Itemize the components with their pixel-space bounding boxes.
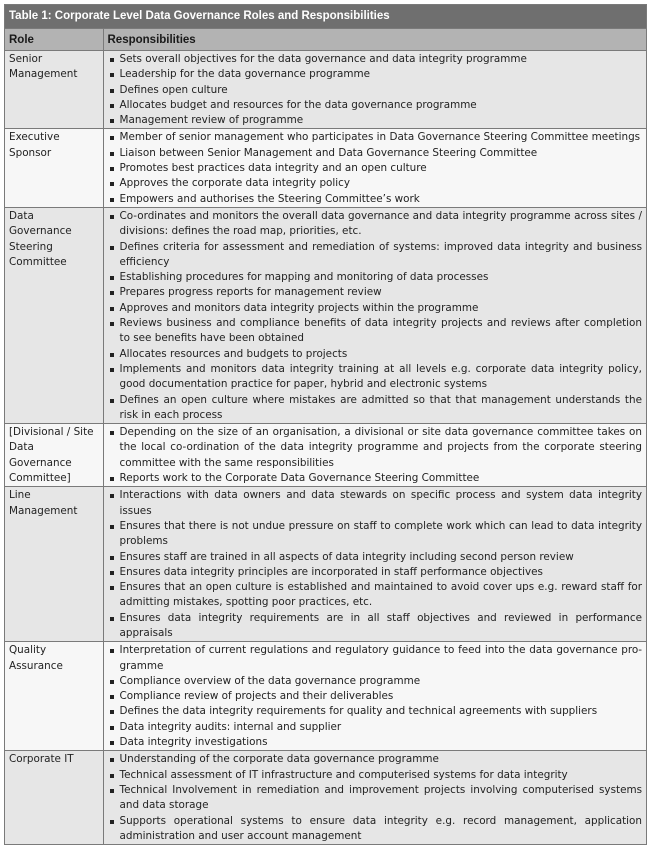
responsibility-item: Implements and monitors data integrity training at all levels e.g. corporate data integrity policy, good documentation practice for paper, hybrid and electronic systems	[108, 362, 643, 393]
responsibility-list	[108, 52, 643, 128]
responsibility-list	[108, 488, 643, 641]
responsibility-item: Establishing procedures for mapping and monitoring of data processes	[108, 270, 643, 285]
responsibility-item: Leadership for the data governance programme	[108, 67, 643, 82]
role-cell: Quality Assurance	[5, 642, 103, 751]
responsibility-list	[108, 130, 643, 206]
responsibility-item: Liaison between Senior Management and Data Governance Steering Committee	[108, 146, 643, 161]
responsibility-item: Compliance review of projects and their deliverables	[108, 689, 643, 704]
table-row	[5, 129, 646, 207]
table-caption: Table 1: Corporate Level Data Governance Roles and Responsibilities	[5, 5, 646, 29]
responsibility-list	[108, 643, 643, 750]
responsibility-item: Allocates budget and resources for the data governance programme	[108, 98, 643, 113]
responsibility-item: Reports work to the Corporate Data Governance Steering Committee	[108, 471, 643, 486]
responsibility-item: Depending on the size of an organisation, a divisional or site data governance committee takes on the local co-ordination of the data integrity programme and projects from the corporate steering committee with the same responsibilities	[108, 425, 643, 471]
responsibility-item: Ensures that there is not undue pressure on staff to complete work which can lead to data integrity problems	[108, 519, 643, 550]
responsibility-item: Sets overall objectives for the data governance and data integrity programme	[108, 52, 643, 67]
responsibility-item: Ensures data integrity requirements are in all staff objectives and reviewed in performance appraisals	[108, 611, 643, 642]
responsibility-item: Technical assessment of IT infrastructure and computerised systems for data integrity	[108, 768, 643, 783]
responsibility-item: Empowers and authorises the Steering Committee’s work	[108, 192, 643, 207]
responsibility-item: Compliance overview of the data governance programme	[108, 674, 643, 689]
responsibilities-cell	[103, 207, 646, 423]
responsibility-item: Supports operational systems to ensure data integrity e.g. record management, application administration and user account management	[108, 814, 643, 845]
table-row	[5, 487, 646, 642]
responsibility-item: Management review of programme	[108, 113, 643, 128]
responsibility-item: Data integrity investigations	[108, 735, 643, 750]
header-row	[5, 29, 646, 51]
responsibilities-cell	[103, 751, 646, 844]
responsibility-item: Defines an open culture where mistakes are admitted so that that management understands the risk in each process	[108, 393, 643, 424]
responsibility-list	[108, 425, 643, 486]
role-cell: Senior Management	[5, 51, 103, 129]
table-row	[5, 424, 646, 487]
role-cell: Corporate IT	[5, 751, 103, 844]
table-row	[5, 642, 646, 751]
role-cell: [Divisional / Site Data Governance Committee]	[5, 424, 103, 487]
responsibility-item: Prepares progress reports for management review	[108, 285, 643, 300]
responsibility-item: Interactions with data owners and data stewards on specific process and system data integrity issues	[108, 488, 643, 519]
responsibility-item: Ensures staff are trained in all aspects of data integrity including second person review	[108, 550, 643, 565]
responsibility-item: Defines open culture	[108, 83, 643, 98]
responsibility-item: Approves and monitors data integrity projects within the programme	[108, 301, 643, 316]
responsibility-item: Approves the corporate data integrity policy	[108, 176, 643, 191]
responsibility-item: Ensures that an open culture is established and maintained to avoid cover ups e.g. reward staff for admitting mistakes, spotting poor practices, etc.	[108, 580, 643, 611]
table-row	[5, 751, 646, 844]
role-cell: Executive Sponsor	[5, 129, 103, 207]
roles-table	[4, 4, 647, 845]
responsibility-item: Defines criteria for assessment and remediation of systems: improved data integrity and business efficiency	[108, 240, 643, 271]
responsibility-item: Interpretation of current regulations and regulatory guidance to feed into the data governance programme	[108, 643, 643, 674]
table-row	[5, 207, 646, 423]
responsibility-item: Reviews business and compliance benefits of data integrity projects and reviews after completion to see benefits have been obtained	[108, 316, 643, 347]
responsibility-item: Technical Involvement in remediation and improvement projects involving computerised systems and data storage	[108, 783, 643, 814]
responsibility-item: Ensures data integrity principles are incorporated in staff performance objectives	[108, 565, 643, 580]
table-body	[5, 51, 646, 845]
responsibility-item: Member of senior management who participates in Data Governance Steering Committee meetings	[108, 130, 643, 145]
responsibilities-cell	[103, 424, 646, 487]
role-header: Role	[5, 29, 103, 51]
responsibilities-cell	[103, 642, 646, 751]
responsibility-list	[108, 209, 643, 423]
role-cell: Line Management	[5, 487, 103, 642]
responsibility-item: Understanding of the corporate data governance programme	[108, 752, 643, 767]
responsibility-item: Co-ordinates and monitors the overall data governance and data integrity programme across sites / divisions: defines the road map, priorities, etc.	[108, 209, 643, 240]
responsibilities-header: Responsibilities	[103, 29, 646, 51]
responsibilities-cell	[103, 129, 646, 207]
responsibility-item: Defines the data integrity requirements for quality and technical agreements with suppliers	[108, 704, 643, 719]
roles-grid	[5, 29, 646, 844]
responsibilities-cell	[103, 51, 646, 129]
responsibility-item: Allocates resources and budgets to projects	[108, 347, 643, 362]
responsibility-item: Promotes best practices data integrity and an open culture	[108, 161, 643, 176]
responsibilities-cell	[103, 487, 646, 642]
responsibility-item: Data integrity audits: internal and supplier	[108, 720, 643, 735]
role-cell: Data Governance Steering Committee	[5, 207, 103, 423]
responsibility-list	[108, 752, 643, 844]
table-row	[5, 51, 646, 129]
